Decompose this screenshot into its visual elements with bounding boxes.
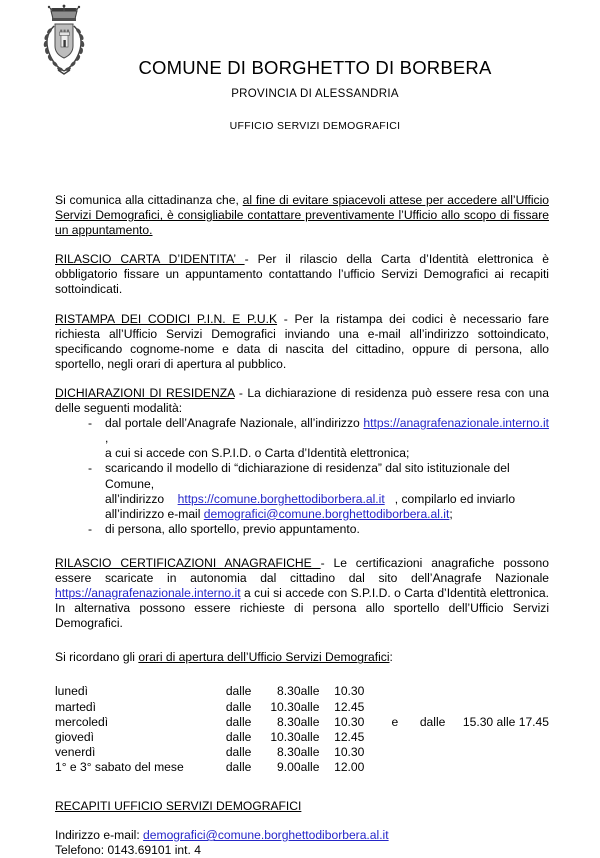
bullet-line-1: - scaricando il modello di “dichiarazione di residenza” dal sito istituzionale del Comune,	[105, 461, 510, 491]
hours-second-range	[463, 684, 549, 699]
link-anagrafe-nazionale[interactable]: https://anagrafenazionale.interno.it	[363, 416, 549, 431]
link-anagrafe-nazionale[interactable]: https://anagrafenazionale.interno.it	[55, 586, 241, 601]
hours-to-label: alle	[300, 684, 320, 699]
table-row	[55, 730, 549, 745]
hours-from-time: 9.00	[277, 759, 301, 774]
residenza-modalita-list	[55, 416, 549, 537]
hours-to-time: 12.00	[334, 759, 365, 774]
hours-second-range	[463, 730, 549, 745]
hours-day: venerdì	[55, 744, 96, 759]
table-row	[55, 715, 549, 730]
hours-to-label: alle	[300, 714, 320, 729]
section-dichiarazioni-residenza	[55, 386, 549, 416]
contacts-heading: RECAPITI UFFICIO SERVIZI DEMOGRAFICI	[55, 799, 302, 813]
section-heading-carta-identita: RILASCIO CARTA D’IDENTITA’	[55, 252, 245, 267]
hours-from-label: dalle	[225, 744, 252, 759]
hours-second-range	[463, 700, 549, 715]
hours-to-time-2: 17.45	[518, 714, 549, 729]
link-email-demografici[interactable]: demografici@comune.borghettodiborbera.al.it	[143, 828, 389, 843]
bullet-line-3-after: ;	[449, 506, 453, 521]
hours-from-time-2: 15.30	[462, 714, 494, 729]
section-body-ristampa-codici: Per la ristampa dei codici è necessario fare richiesta all’Ufficio Servizi Demografici inviando una e-mail all’indirizzo sottoindicato, specificando cognome-nome e data di nascita del cittadino, oppure di persona, allo sportello, negli orari di apertura al pubblico.	[55, 311, 549, 371]
hours-intro-underlined: orari di apertura dell’Ufficio Servizi Demografici	[138, 650, 390, 665]
intro-underlined-text: al fine di evitare spiacevoli attese per accedere all’Ufficio Servizi Demografici, è consigliabile contattare preventivamente l’Ufficio allo scopo di fissare un appuntamento.	[55, 193, 549, 238]
hours-from-time: 8.30	[277, 744, 301, 759]
hours-to-label-2: alle	[496, 714, 516, 729]
section-body-carta-identita: Per il rilascio della Carta d’Identità elettronica è obbligatorio fissare un appuntamento contattando l’ufficio Servizi Demografici ai recapiti sottoindicati.	[55, 252, 549, 297]
bullet-text-before: all’indirizzo	[105, 491, 165, 506]
hours-day: 1° e 3° sabato del mese	[55, 759, 184, 774]
hours-conjunction	[391, 760, 419, 775]
section-dash: -	[320, 555, 334, 570]
hours-to-time: 10.30	[334, 744, 365, 759]
section-body-part-1: Le certificazioni anagrafiche possono essere scaricate in autonomia dal cittadino dal sito dell’Anagrafe Nazionale	[55, 555, 549, 585]
section-dash: -	[234, 385, 248, 400]
hours-to-label: alle	[300, 744, 320, 759]
list-item	[55, 461, 549, 521]
hours-second-range	[463, 760, 549, 775]
province-subtitle: PROVINCIA DI ALESSANDRIA	[231, 88, 399, 101]
hours-from-label: dalle	[225, 759, 252, 774]
bullet-text-after: , compilarlo ed inviarlo	[394, 491, 516, 506]
contact-email-label: Indirizzo e-mail:	[55, 828, 144, 843]
hours-conjunction	[391, 730, 419, 745]
hours-conjunction: e	[391, 714, 399, 729]
table-row	[55, 684, 549, 699]
hours-from-label-2	[420, 700, 463, 715]
list-item	[55, 416, 549, 461]
hours-from-label-2	[420, 760, 463, 775]
hours-from-label: dalle	[225, 699, 252, 714]
hours-to-time: 10.30	[334, 714, 365, 729]
hours-day: mercoledì	[55, 714, 109, 729]
table-row	[55, 745, 549, 760]
section-dash: -	[277, 311, 295, 326]
hours-conjunction	[391, 745, 419, 760]
list-item	[55, 522, 549, 537]
hours-from-time: 8.30	[277, 714, 301, 729]
document-header	[0, 0, 600, 174]
contact-phone-line: Telefono: 0143.69101 int. 4	[55, 843, 201, 858]
contacts-heading-wrapper	[55, 799, 549, 814]
intro-plain-text: Si comunica alla cittadinanza che,	[55, 193, 243, 207]
opening-hours-body	[55, 684, 549, 775]
coat-of-arms-emblem	[38, 4, 90, 78]
hours-to-time: 12.45	[334, 729, 365, 744]
section-heading-certificazioni: RILASCIO CERTIFICAZIONI ANAGRAFICHE	[55, 555, 321, 570]
hours-intro-plain: Si ricordano gli	[55, 650, 139, 665]
hours-from-label-2: dalle	[419, 714, 446, 729]
link-comune-sito[interactable]: https://comune.borghettodiborbera.al.it	[177, 491, 385, 506]
bullet-text-after: ,	[105, 431, 109, 446]
hours-conjunction	[391, 700, 419, 715]
hours-from-label-2	[420, 684, 463, 699]
office-name: UFFICIO SERVIZI DEMOGRAFICI	[229, 120, 401, 133]
hours-day: lunedì	[55, 684, 88, 699]
hours-second-range	[463, 715, 549, 730]
hours-to-label: alle	[300, 759, 320, 774]
hours-from-label: dalle	[225, 684, 252, 699]
table-row	[55, 700, 549, 715]
section-heading-ristampa-codici: RISTAMPA DEI CODICI P.I.N. E P.U.K	[55, 311, 278, 326]
hours-day: giovedì	[55, 729, 94, 744]
hours-to-time: 12.45	[334, 699, 365, 714]
intro-paragraph	[55, 193, 549, 238]
hours-from-time: 10.30	[270, 729, 301, 744]
hours-from-label-2	[420, 730, 463, 745]
hours-from-label: dalle	[225, 714, 252, 729]
hours-day: martedì	[55, 699, 96, 714]
section-body-dichiarazioni-residenza: La dichiarazione di residenza può essere resa con una delle seguenti modalità:	[55, 385, 549, 416]
section-certificazioni-anagrafiche	[55, 556, 549, 631]
hours-from-time: 10.30	[270, 699, 301, 714]
opening-hours-table	[55, 684, 549, 775]
hours-conjunction	[391, 684, 419, 699]
hours-from-label-2	[420, 745, 463, 760]
hours-from-label: dalle	[225, 729, 252, 744]
bullet-text-before: dal portale dell’Anagrafe Nazionale, all’indirizzo	[105, 416, 364, 431]
hours-second-range	[463, 745, 549, 760]
bullet-line-3-wrapper	[105, 507, 549, 522]
section-ristampa-codici	[55, 312, 549, 372]
bullet-line-1: - di persona, allo sportello, previo appuntamento.	[105, 521, 360, 536]
section-dash: -	[244, 252, 258, 267]
contact-email-line	[55, 828, 549, 843]
section-heading-dichiarazioni-residenza: DICHIARAZIONI DI RESIDENZA	[55, 385, 235, 400]
page-title: COMUNE DI BORGHETTO DI BORBERA	[138, 57, 492, 78]
hours-intro-colon: :	[389, 650, 393, 665]
hours-to-time: 10.30	[334, 684, 365, 699]
bullet-line-2: a cui si accede con S.P.I.D. o Carta d’Identità elettronica;	[105, 446, 410, 461]
link-email-demografici[interactable]: demografici@comune.borghettodiborbera.al.it	[203, 506, 450, 521]
bullet-email-label: all’indirizzo e-mail	[105, 506, 204, 521]
section-body-part-2: a cui si accede con S.P.I.D. o Carta d’Identità elettronica. In alternativa possono essere richieste di persona allo sportello dell’Ufficio Servizi Demografici.	[55, 586, 549, 631]
hours-to-label: alle	[300, 699, 320, 714]
bullet-line-2-wrapper	[105, 492, 549, 507]
hours-intro	[55, 650, 549, 665]
section-carta-identita	[55, 252, 549, 297]
hours-from-time: 8.30	[277, 684, 301, 699]
document-body	[0, 174, 600, 858]
table-row	[55, 760, 549, 775]
hours-to-label: alle	[300, 729, 320, 744]
